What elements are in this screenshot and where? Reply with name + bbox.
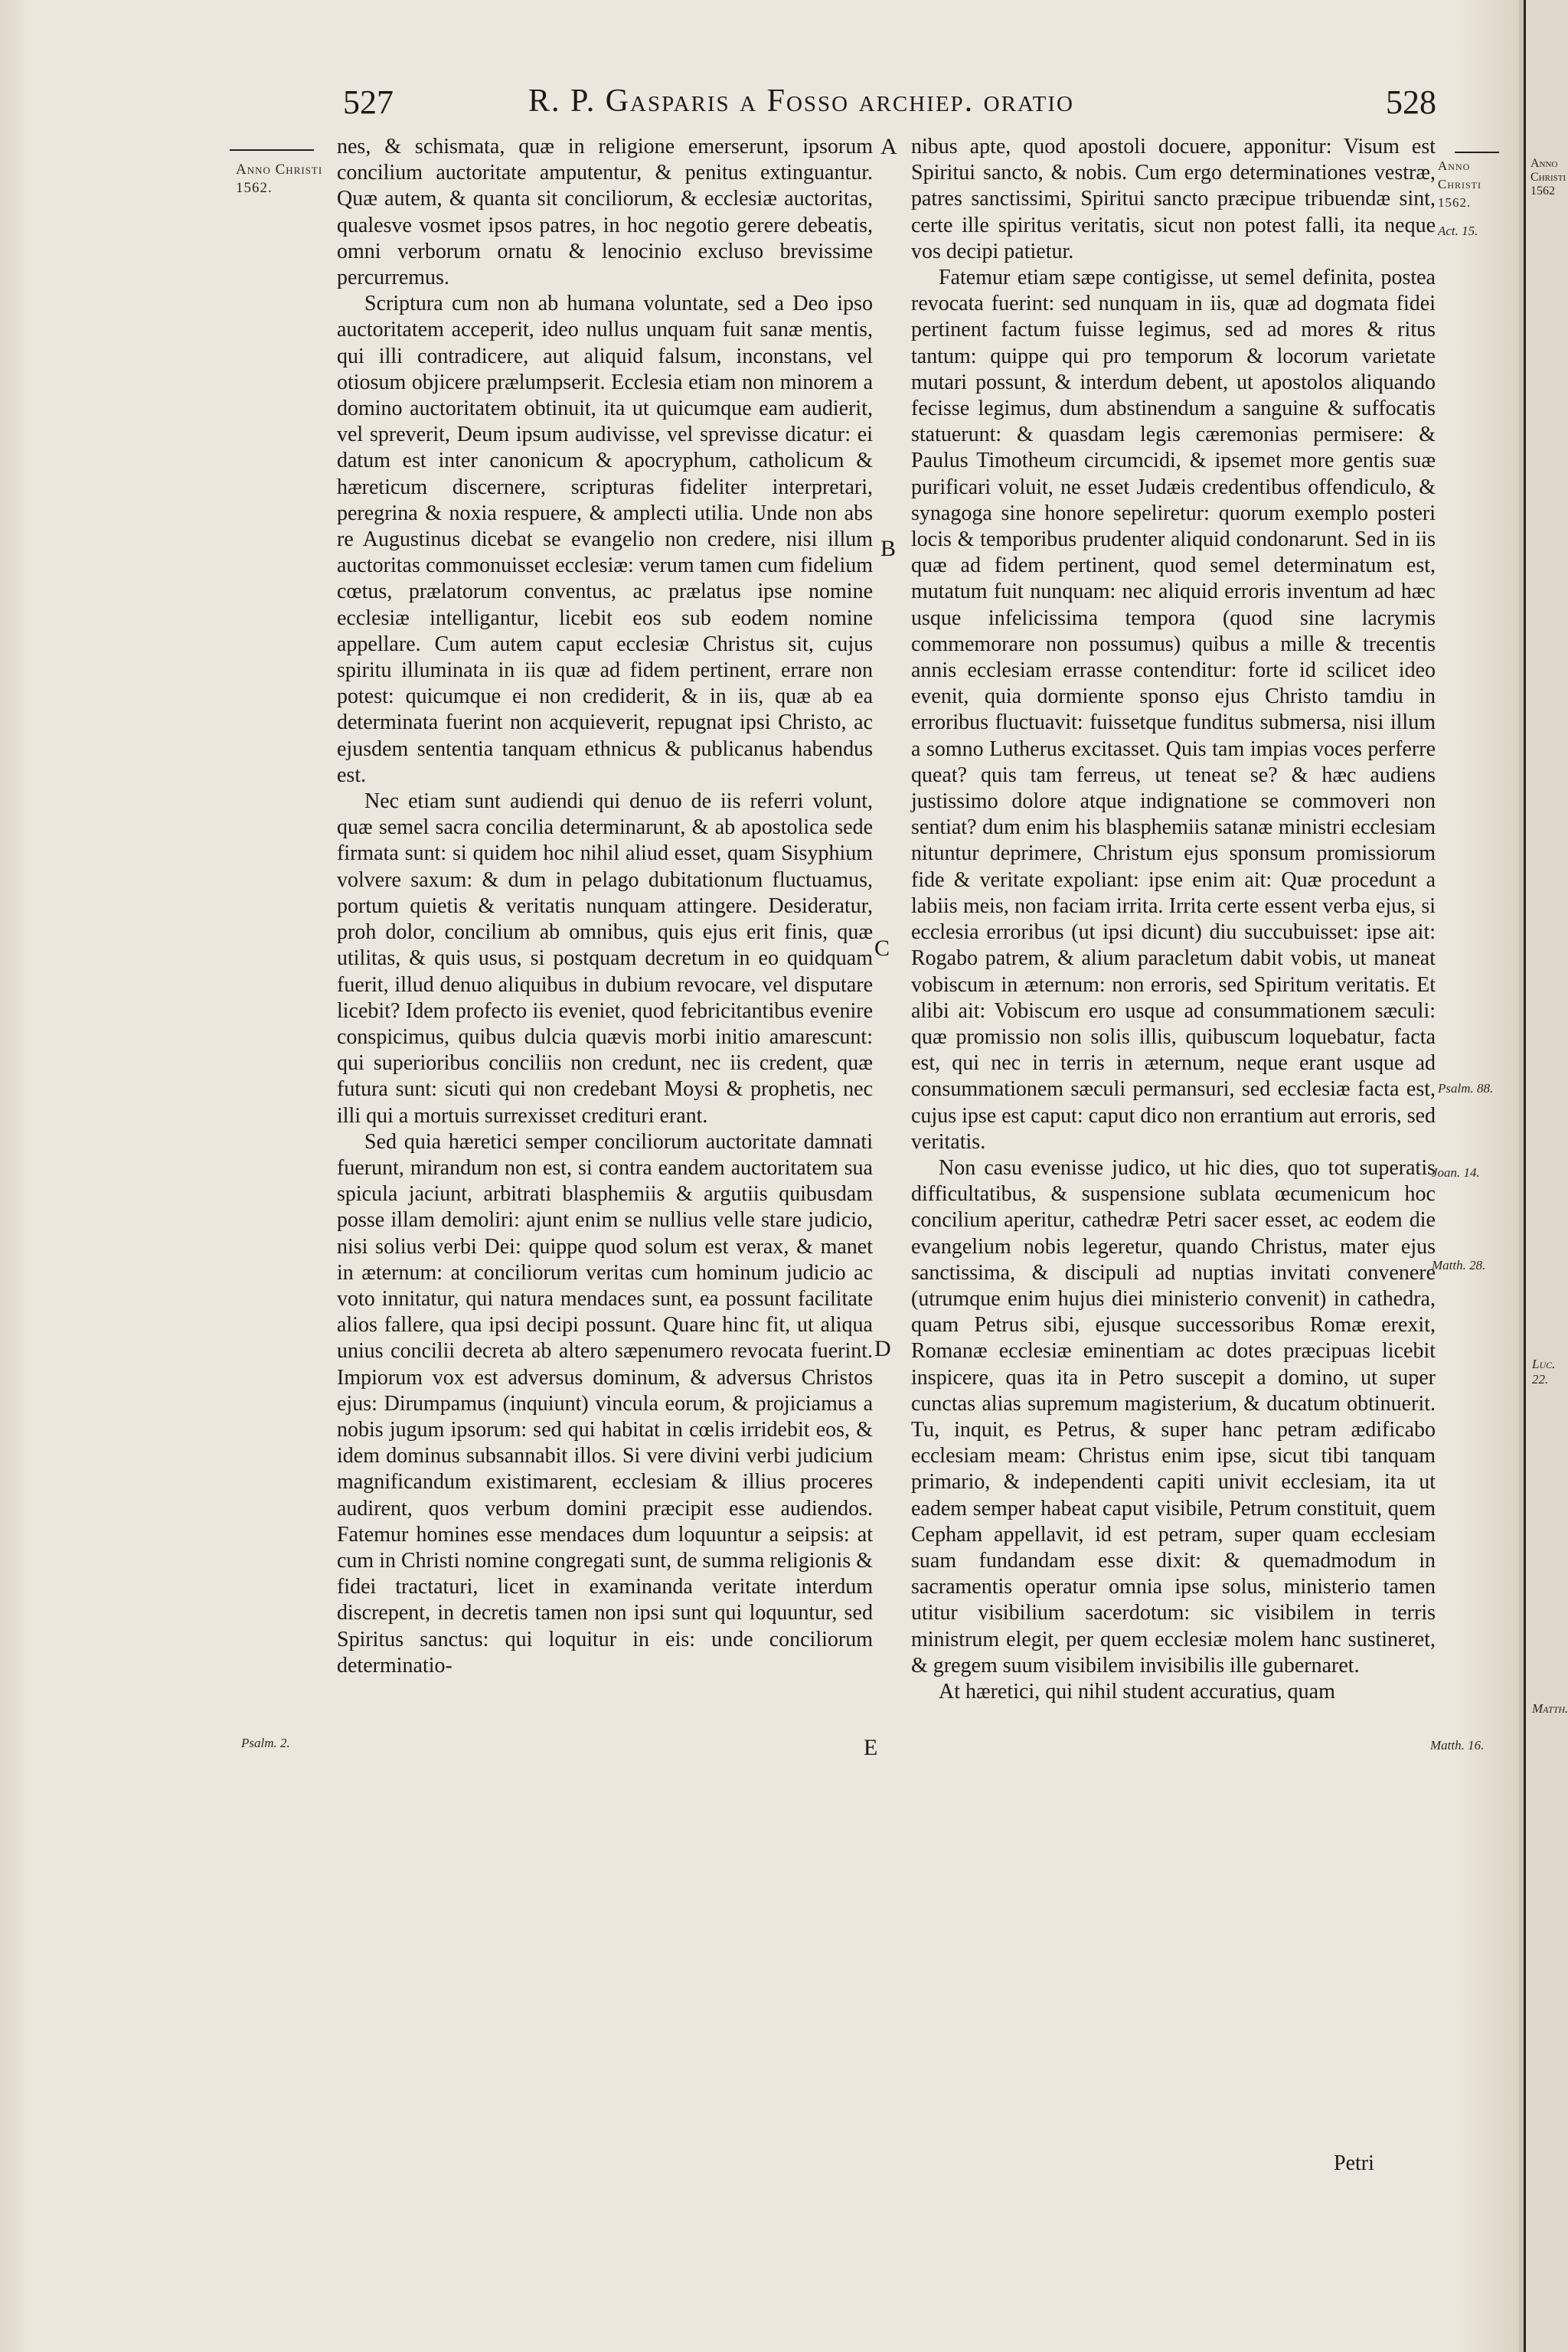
section-letter-a: A bbox=[880, 134, 897, 159]
edge-ref-luc-22: Luc. 22. bbox=[1532, 1357, 1556, 1387]
right-paragraph-2: Fatemur etiam sæpe contigisse, ut semel definita, postea revocata fuerint: sed nunquam in iis, quæ ad dogmata fidei pertinent factum fuisse legimus, sed ad mores & ritus tantum: quippe qui pro temporum & locorum varietate mutari possunt, & interdum debent, ut apostolos aliquando fecisse legimus, dum abstinendum a sanguine & suffocatis statuerunt: & quasdam legis cæremonias permisere: & Paulus Timotheum circumcidi, & ipsemet more gentis suæ purificari voluit, ne esset Judæis credentibus offendiculo, & synagoga sine honore sepeliretur: quorum exemplo posteri locis & temporibus prudenter aliquid condonarunt. Sed in iis quæ ad fidem pertinent, quod semel determinatum est, mutatum fuit nunquam: nec aliquid erroris inventum ad hæc usque infelicissima tempora (quod sine lacrymis commemorare non possumus) quibus a mille & trecentis annis ecclesiam errasse contenditur: forte id scilicet ideo evenit, quia dormiente sponso ejus Christo tamdiu in erroribus fluctuavit: fuissetque funditus submersa, nisi illum a somno Lutherus excitasset. Quis tam impias voces perferre queat? quis tam ferreus, ut teneat se? & hæc audiens justissimo dolore atque indignatione se commoveri non sentiat? dum enim his blasphemiis satanæ ministri ecclesiam nituntur deprimere, Christum ejus sponsum promissiorum fide & veritate expoliant: ipse enim ait: Quæ procedunt a labiis meis, non faciam irrita. Irrita certe essent verba ejus, si ecclesia erroribus (ut ipsi dicunt) diu succubuisset: ipse ait: Rogabo patrem, & alium paracletum dabit vobis, ut maneat vobiscum in æternum: non erroris, sed Spiritum veritatis. Et alibi ait: Vobiscum ero usque ad consummationem sæculi: quæ promissio non solis illis, quibuscum loquebatur, facta est, qui nec in terris in æternum, neque erant usque ad consummationem sæculi permansuri, sed ecclesiæ facta est, cujus ipse est caput: caput dico non errantium aut erroris, sed veritatis. bbox=[911, 266, 1436, 1154]
left-paragraph-3: Nec etiam sunt audiendi qui denuo de iis referri volunt, quæ semel sacra concilia determinarunt, & ab apostolica sede firmata sunt: si quidem hoc nihil aliud esset, quam Sisyphium volvere saxum: & dum in pelago dubitationum fluctuamus, portum quietis & veritatis nunquam attingere. Desideratur, proh dolor, concilium ab omnibus, quis ejus erit finis, quæ utilitas, & quis usus, si postquam decretum in eo quidquam fuerit, illud denuo aliquibus in dubium revocare, vel disputare licebit? Idem profecto iis eveniet, quod febricitantibus evenire conspicimus, quibus dulcia quævis morbi initio amarescunt: qui superioribus conciliis non credunt, nec iis credent, quæ futura sunt: sicuti qui non credebant Moysi & prophetis, nec illi qui a mortuis surrexisset credituri erant. bbox=[337, 789, 873, 1128]
section-letter-c: C bbox=[874, 936, 890, 961]
next-page-edge bbox=[1524, 0, 1568, 2352]
page-number-right: 528 bbox=[1386, 83, 1436, 121]
page-header bbox=[0, 83, 1524, 129]
left-text-column bbox=[337, 134, 873, 1679]
section-letter-b: B bbox=[880, 536, 897, 561]
section-letter-d: D bbox=[874, 1336, 891, 1361]
catchword: Petri bbox=[1334, 2151, 1374, 2175]
margin-ref-psalm-2: Psalm. 2. bbox=[241, 1736, 290, 1750]
margin-rule-right bbox=[1455, 152, 1499, 153]
left-paragraph-1: nes, & schismata, quæ in religione emerserunt, ipsorum concilium auctoritate amputentur, & penitus extinguantur. Quæ autem, & quanta sit conciliorum, & ecclesiæ auctoritas, qualesve vosmet ipsos patres, in hoc negotio gerere debeatis, omni verborum ornatu & lenocinio excluso brevissime percurremus. bbox=[337, 135, 873, 290]
margin-ref-matth-16: Matth. 16. bbox=[1430, 1738, 1485, 1753]
section-letter-e: E bbox=[864, 1735, 878, 1760]
margin-ref-psalm-88: Psalm. 88. bbox=[1438, 1081, 1494, 1096]
running-title: R. P. Gasparis a Fosso archiep. oratio bbox=[528, 83, 1075, 119]
margin-ref-joan-14: Joan. 14. bbox=[1432, 1165, 1480, 1180]
right-paragraph-1: nibus apte, quod apostoli docuere, apponitur: Visum est Spiritui sancto, & nobis. Cum ergo determinationes vestræ, patres sanctissimi, Spiritui sancto præcipue tribuendæ sint, certe ille spiritus veritatis, sicut non potest falli, ita neque vos decipi patietur. bbox=[911, 135, 1436, 263]
page-number-left: 527 bbox=[343, 83, 394, 121]
margin-rule-left bbox=[230, 149, 314, 151]
left-paragraph-4: Sed quia hæretici semper conciliorum auctoritate damnati fuerunt, mirandum non est, si contra eandem auctoritatem sua spicula jaciunt, arbitrati blasphemiis & argutiis quibusdam posse illam demoliri: ajunt enim se nullius velle stare judicio, nisi solius verbi Dei: quippe quod solum est verax, & manet in æternum: at conciliorum veritas cum hominum judicio ac voto innitatur, qui natura mendaces sunt, ea possunt facilitate alios fallere, qua ipsi decipi possunt. Quare hinc fit, ut aliqua unius concilii decreta ab altero sæpenumero revocata fuerint. Impiorum vox est adversus dominum, & adversus Christos ejus: Dirumpamus (inquiunt) vincula eorum, & projiciamus a nobis jugum ipsorum: sed qui habitat in cœlis irridebit eos, & idem dominus subsannabit illos. Si vere divini verbi judicium magnificandum existimarent, ecclesiam & illius proceres audirent, quos verbum domini præcipit esse audiendos. Fatemur homines esse mendaces dum loquuntur a seipsis: at cum in Christi nomine congregati sunt, de summa religionis & fidei tractaturi, licet in examinanda veritate interdum discrepent, in decretis tamen non ipsi sunt qui loquuntur, sed Spiritus sanctus: qui loquitur in eis: unde conciliorum determinatio- bbox=[337, 1129, 873, 1677]
edge-year-note: Anno Christi 1562 bbox=[1530, 157, 1566, 198]
right-paragraph-3: Non casu evenisse judico, ut hic dies, quo tot superatis difficultatibus, & suspensione sublata œcumenicum hoc concilium aperitur, cathedræ Petri sacer esset, ac eodem die evangelium nobis legeretur, quando Christus, mater ejus sanctissima, & discipuli ad nuptias invitati convenere (utrumque enim hujus diei ministerio convenit) in cathedra, quam Petrus sibi, ejusque successoribus Romæ erexit, Romanæ ecclesiæ eminentiam ac dotes præcipuas licebit inspicere, quas ita in Petro suscepit a domino, ut super cunctas alias supremum magisterium, & ducatum obtinuerit. Tu, inquit, es Petrus, & super hanc petram ædificabo ecclesiam meam: Christus enim ipse, sicut tibi tanquam primario, & independenti capiti univit ecclesiam, ita ut eadem semper habeat caput visibile, Petrum constituit, quem Cepham appellavit, id est petram, super quam ecclesiam suam fundandam esse dixit: & quemadmodum in sacramentis operatur omnia ipse solus, ministerio tamen utitur visibilium sacerdotum: sic visibilem in terris ministrum elegit, per quem ecclesiæ molem hanc sustineret, & gregem suum visibilem invisibilis ille gubernaret. bbox=[911, 1155, 1436, 1677]
right-text-column bbox=[911, 134, 1436, 1705]
right-paragraph-4: At hæretici, qui nihil student accuratius, quam bbox=[939, 1679, 1335, 1704]
margin-ref-matth-28: Matth. 28. bbox=[1432, 1258, 1486, 1272]
margin-ref-act-15: Act. 15. bbox=[1438, 224, 1478, 238]
left-paragraph-2: Scriptura cum non ab humana voluntate, sed a Deo ipso auctoritatem acceperit, ideo nullus unquam fuit sanæ mentis, qui illi contradicere, aut aliquid falsum, inconstans, vel otiosum objicere prælumpserit. Ecclesia etiam non minorem a domino auctoritatem obtinuit, ita ut quicumque eam audierit, vel spreverit, Deum ipsum audivisse, vel sprevisse dicatur: ei datum est inter canonicum & apocryphum, catholicum & hæreticum discernere, scripturas fideliter interpretari, peregrina & noxia respuere, & amplecti utilia. Unde non abs re Augustinus dicebat se evangelio non credere, nisi illum auctoritas commonuisset ecclesiæ: verum tamen cum fidelium cœtus, prælatorum conventus, ac prælatus ipse nomine ecclesiæ intelligantur, licebit eos sub eodem nomine appellare. Cum autem caput ecclesiæ Christus sit, cujus spiritu illuminata in iis quæ ad fidem pertinent, errare non potest: quicumque ei non crediderit, & in iis, quæ ab ea determinata fuerint non acquieverit, repugnat ipsi Christo, ac ejusdem sententia tanquam ethnicus & publicanus habendus est. bbox=[337, 292, 873, 787]
edge-ref-matth: Matth. bbox=[1532, 1701, 1568, 1716]
margin-year-left: Anno Christi 1562. bbox=[236, 162, 323, 196]
margin-year-right: Anno Christi 1562. bbox=[1438, 158, 1482, 210]
